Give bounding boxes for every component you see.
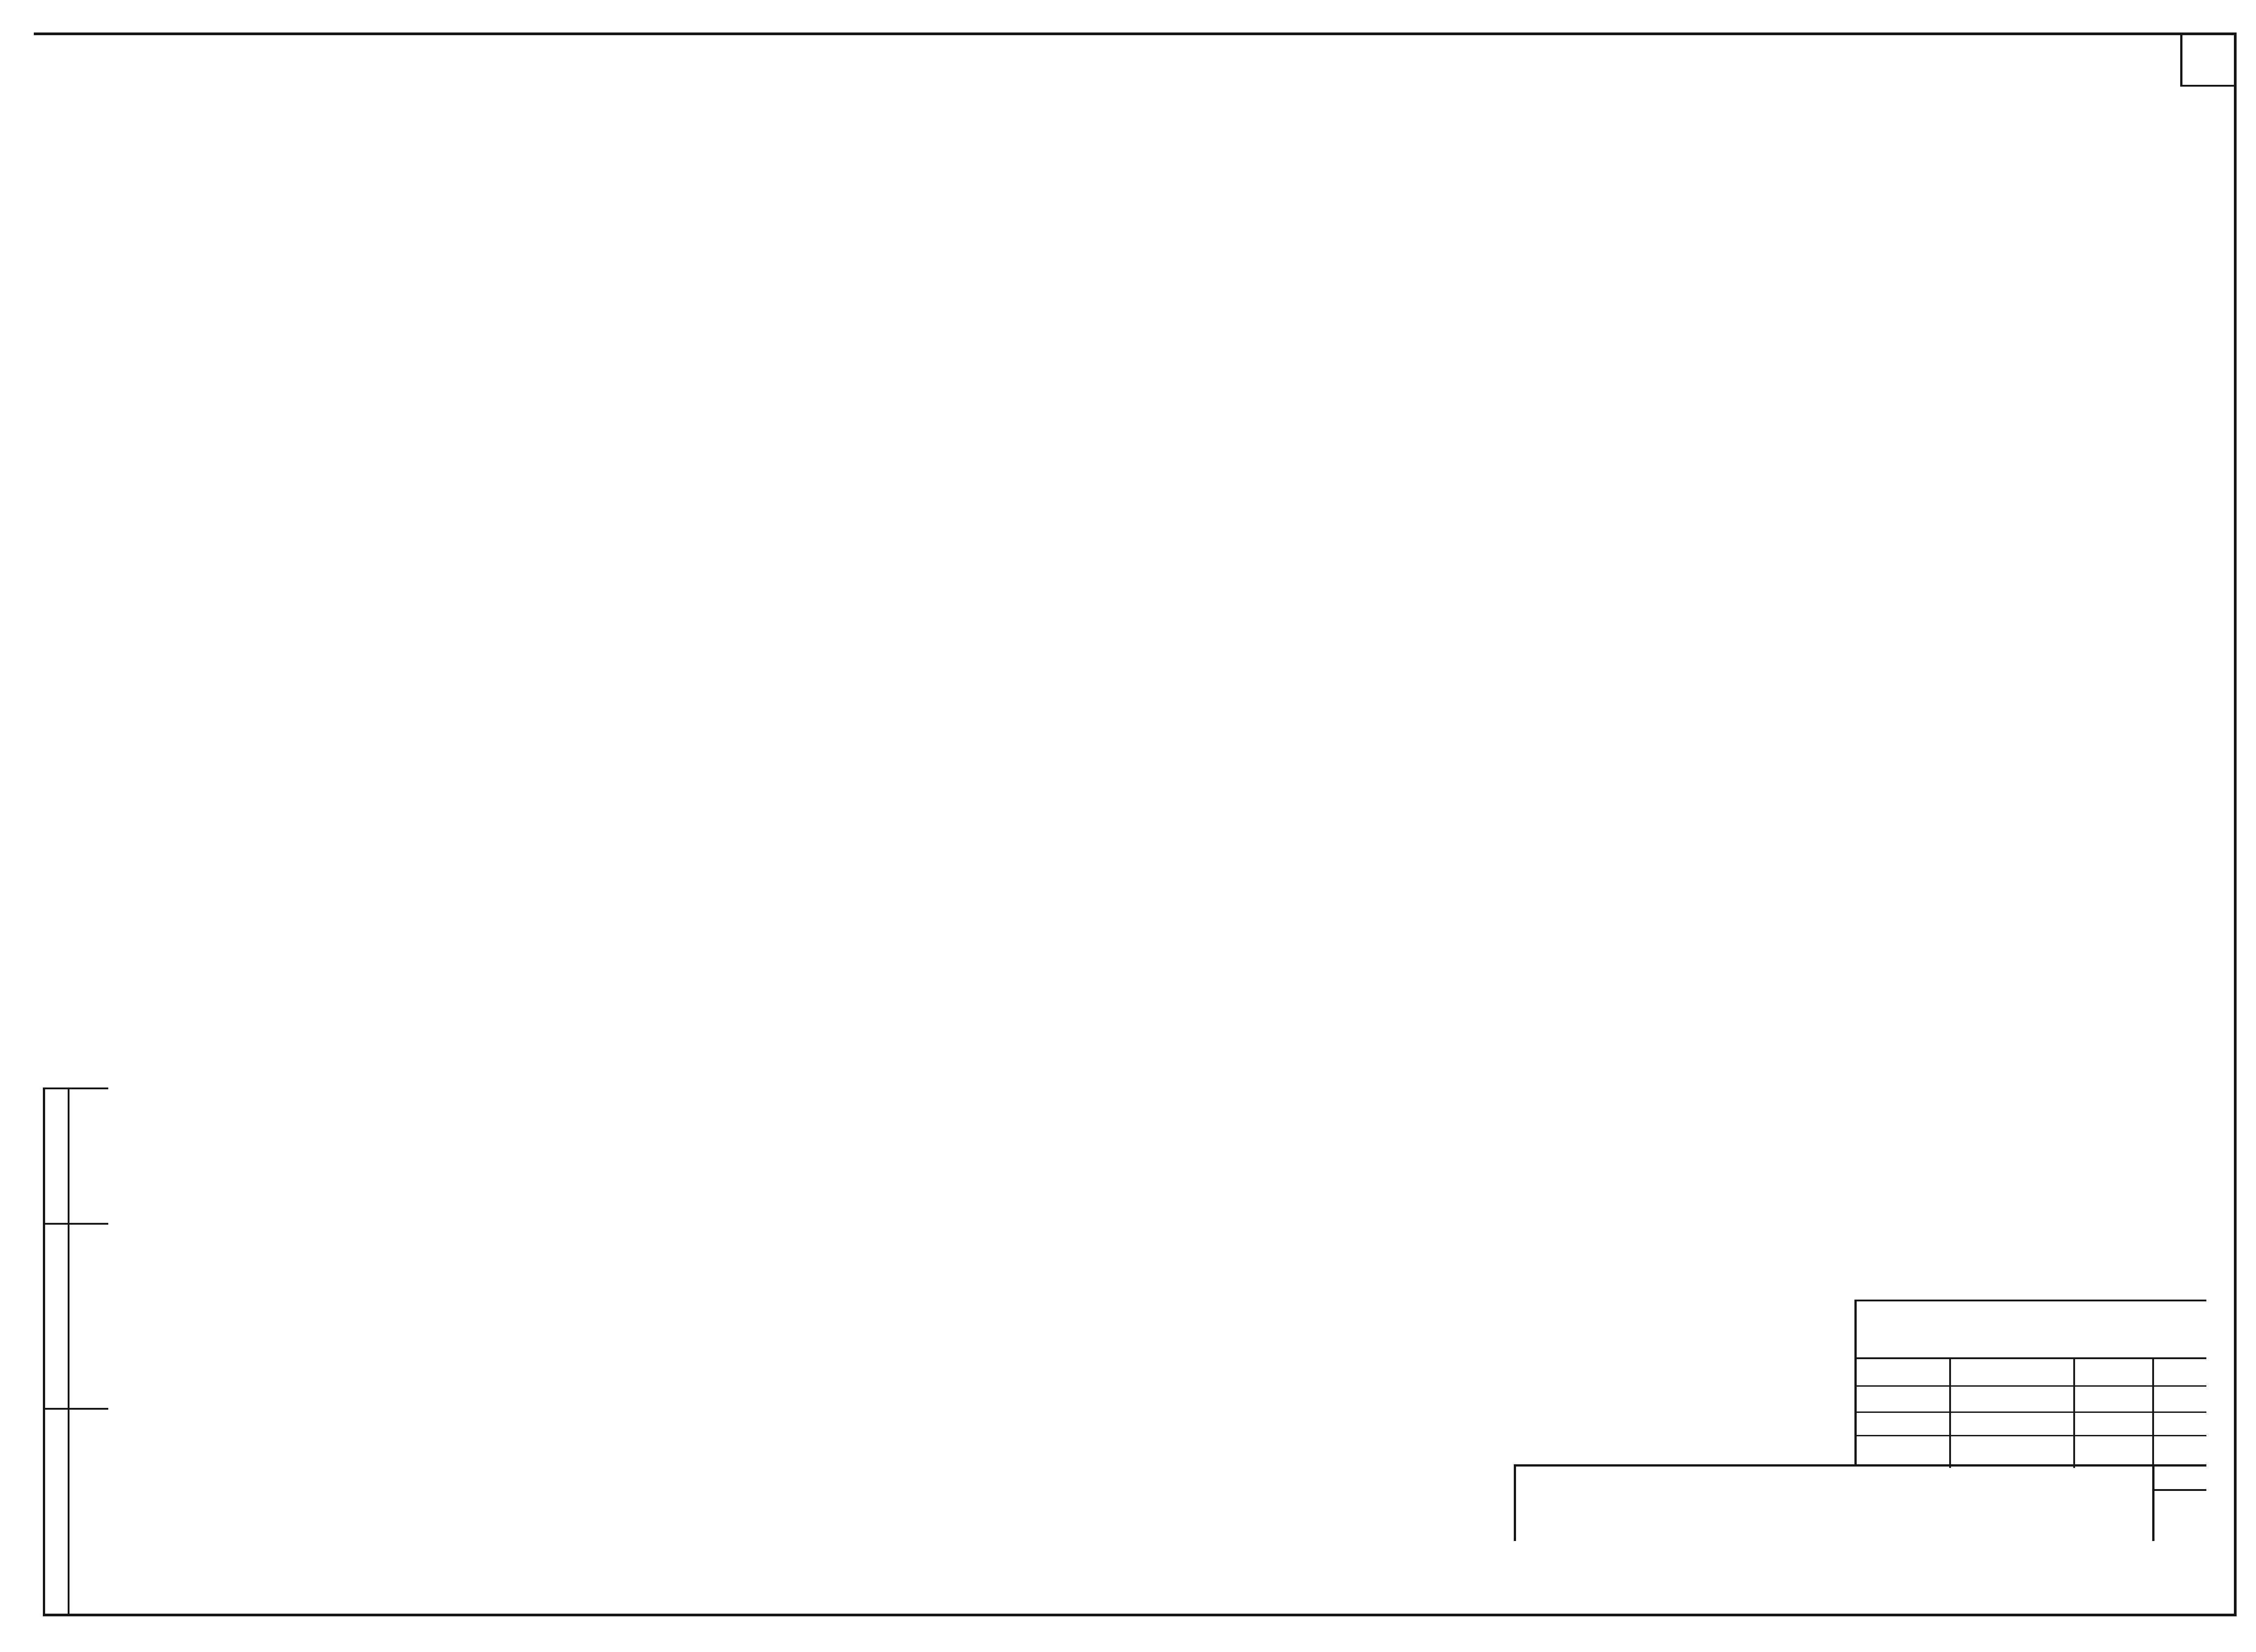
frame-top bbox=[34, 32, 2236, 35]
stamp-inv-podl bbox=[44, 1442, 67, 1577]
stamp-vzam-inv bbox=[44, 1085, 67, 1221]
frame-bottom bbox=[43, 1614, 2237, 1616]
album-label bbox=[77, 77, 104, 266]
frame-right bbox=[2234, 32, 2237, 1616]
stamp-podpis-data bbox=[44, 1225, 67, 1406]
